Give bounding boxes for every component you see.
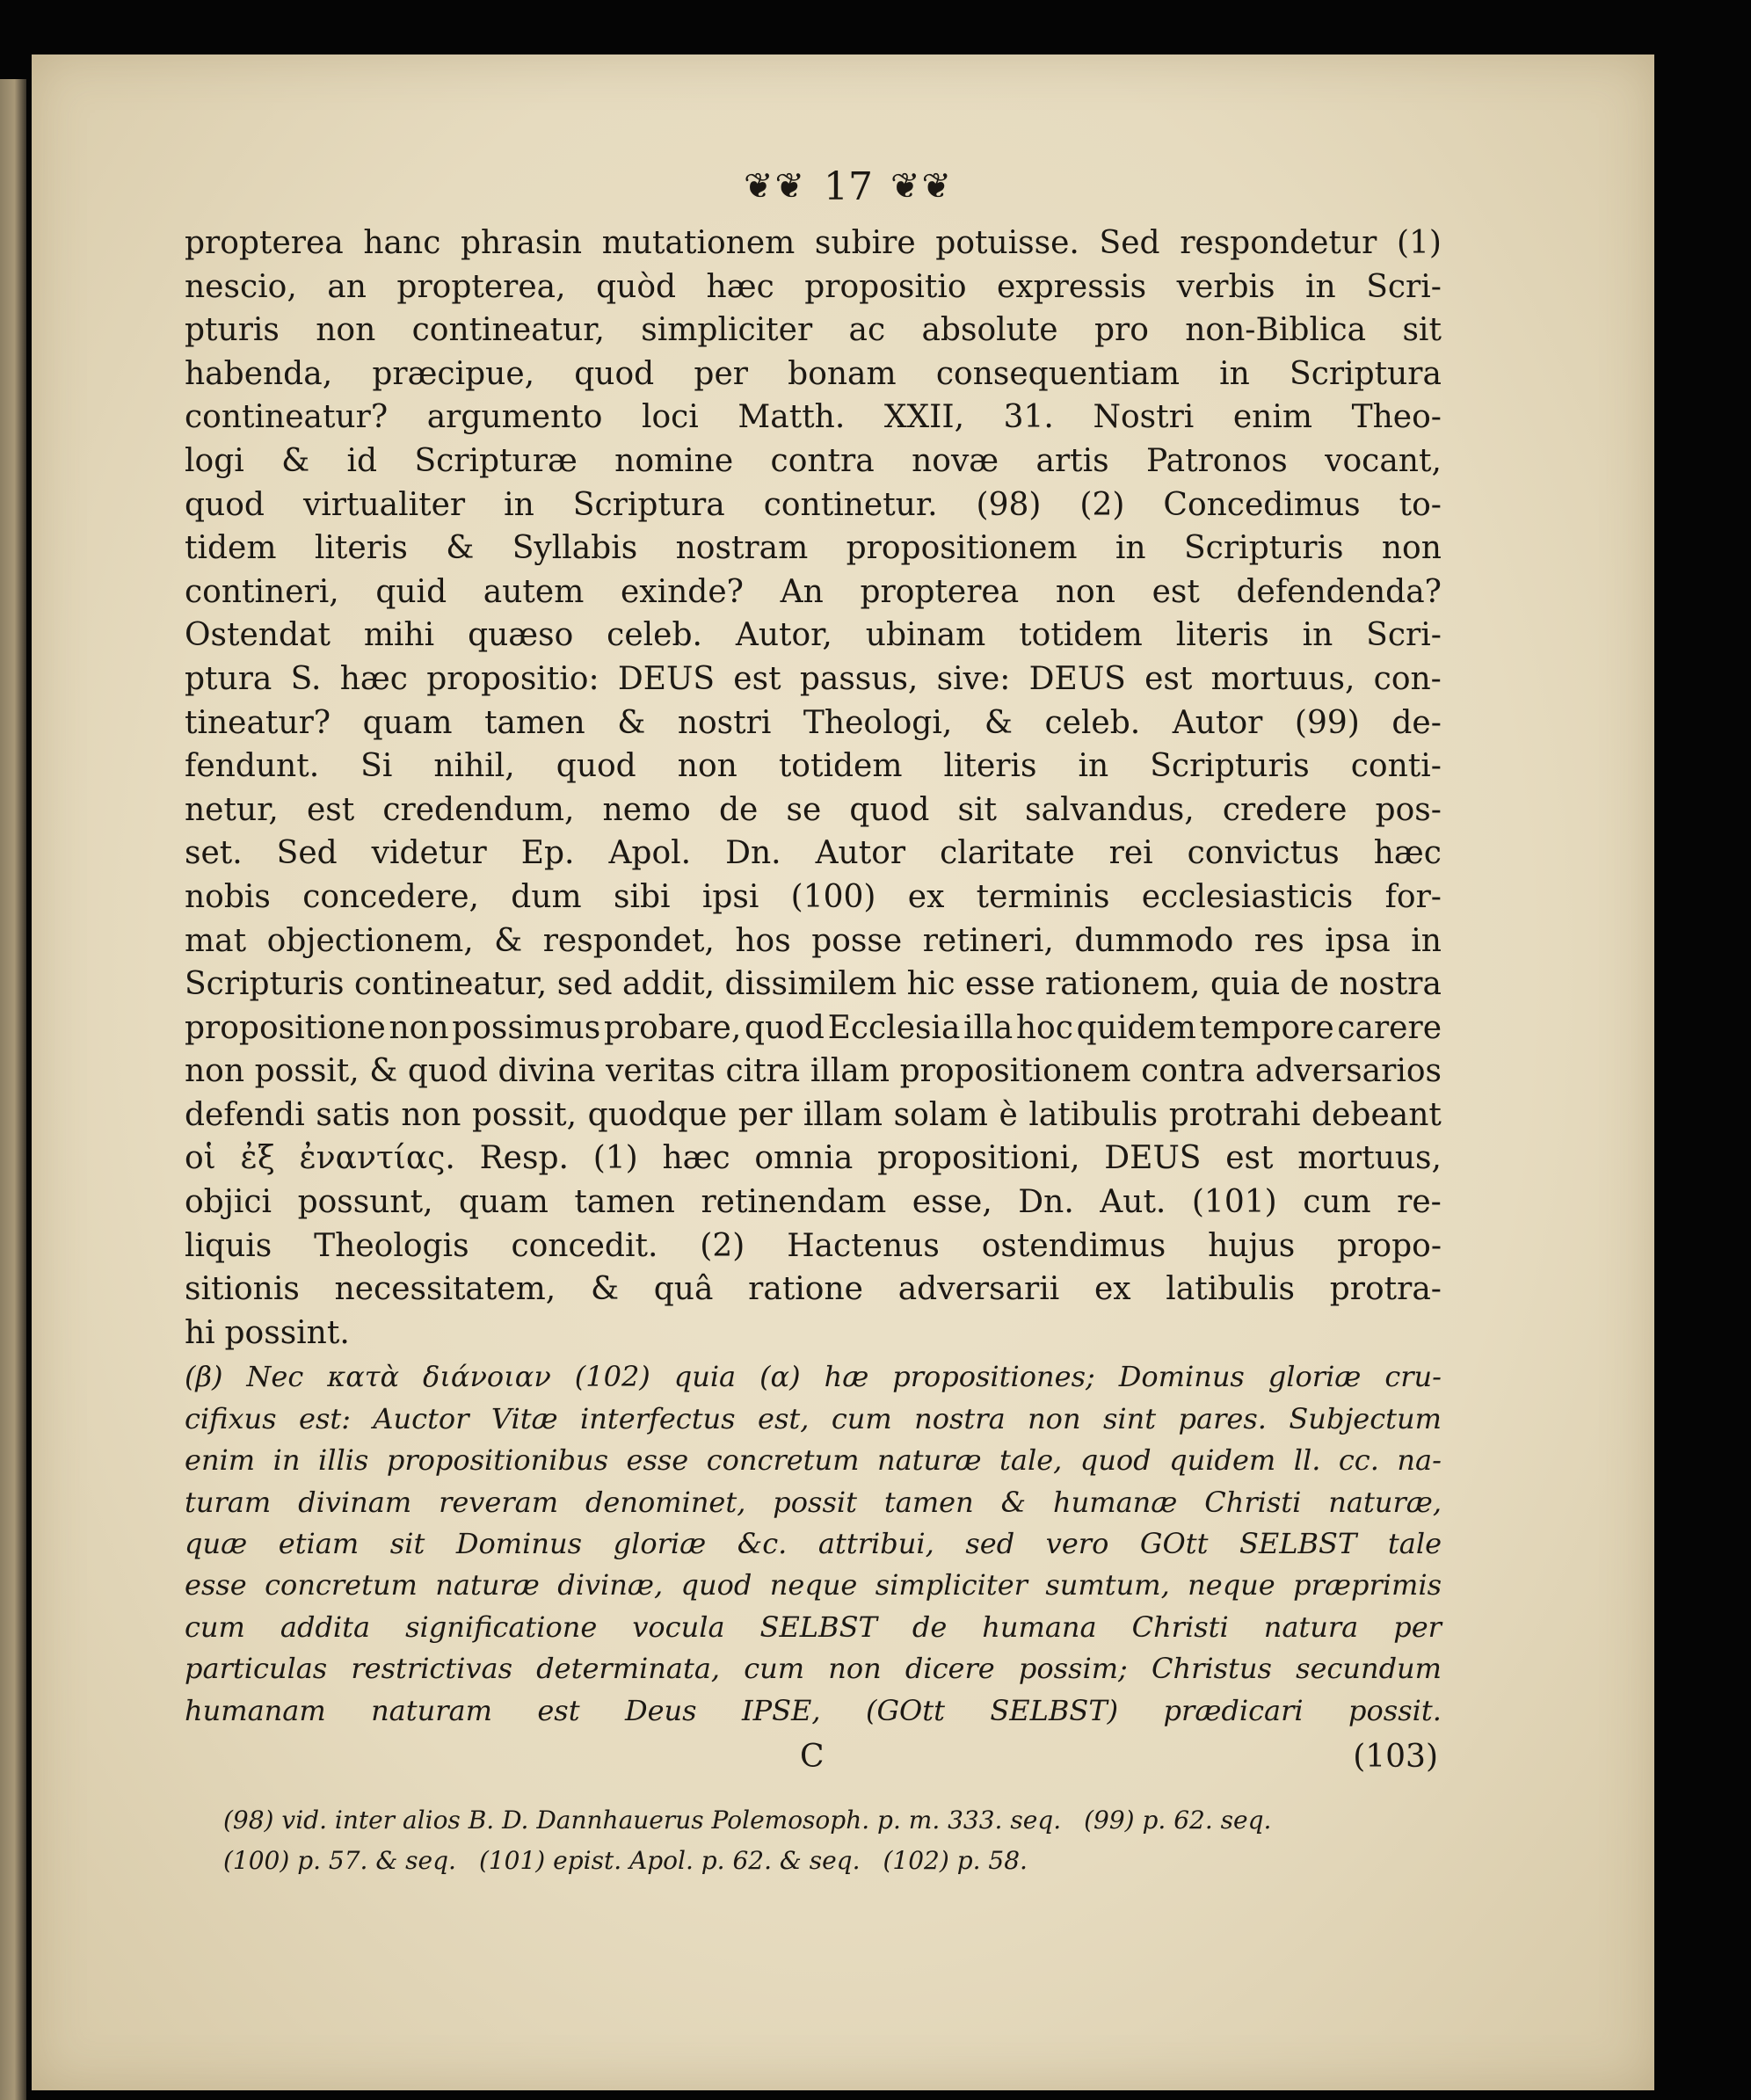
footnote: (100) p. 57. & seq. <box>223 1845 456 1875</box>
text-line: mat objectionem, & respondet, hos posse retineri, dummodo res ipsa in <box>185 922 1442 959</box>
text-line: liquis Theologis concedit. (2) Hactenus ostendimus hujus propo- <box>185 1227 1442 1264</box>
footnote: (101) epist. Apol. p. 62. & seq. <box>478 1845 861 1875</box>
text-line: hi possint. <box>185 1314 350 1351</box>
text-block <box>185 151 1442 1881</box>
text-line: habenda, præcipue, quod per bonam consequentiam in Scriptura <box>185 355 1442 392</box>
ornament-left-icon: ❦❦ <box>743 166 806 207</box>
footnote: (99) p. 62. seq. <box>1084 1805 1272 1835</box>
text-line: contineatur? argumento loci Matth. XXII, 31. Nostri enim Theo- <box>185 399 1442 436</box>
page-header <box>255 151 1442 222</box>
page-footer <box>185 1739 1442 1784</box>
text-line: pturis non contineatur, simpliciter ac absolute pro non-Biblica sit <box>185 312 1442 349</box>
note-line: (β) Nec κατὰ διάνοιαν (102) quia (α) hæ propositiones; Dominus gloriæ cru- <box>185 1360 1442 1394</box>
text-line: logi & id Scripturæ nomine contra novæ artis Patronos vocant, <box>185 442 1442 479</box>
text-line: contineri, quid autem exinde? An propterea non est defendenda? <box>185 573 1442 610</box>
note-line: particulas restrictivas determinata, cum non dicere possim; Christus secundum <box>185 1652 1442 1686</box>
footnote: (98) vid. inter alios B. D. Dannhauerus Polemosoph. p. m. 333. seq. <box>223 1805 1062 1835</box>
note-line: quæ etiam sit Dominus gloriæ &c. attribui, sed vero GOtt SELBST tale <box>185 1527 1442 1560</box>
text-line: netur, est credendum, nemo de se quod sit salvandus, credere pos- <box>185 791 1442 828</box>
text-line: set. Sed videtur Ep. Apol. Dn. Autor claritate rei convictus hæc <box>185 835 1442 872</box>
note-line: cum addita significatione vocula SELBST de humana Christi natura per <box>185 1610 1442 1644</box>
footnote-line <box>223 1800 1442 1841</box>
ornament-right-icon: ❦❦ <box>890 166 954 207</box>
text-line: nescio, an propterea, quòd hæc propositio expressis verbis in Scri- <box>185 268 1442 305</box>
note-line: turam divinam reveram denominet, possit tamen & humanæ Christi naturæ, <box>185 1485 1442 1519</box>
text-line: ptura S. hæc propositio: DEUS est passus, sive: DEUS est mortuus, con- <box>185 660 1442 697</box>
page-number: 17 <box>824 163 873 209</box>
text-line: propterea hanc phrasin mutationem subire potuisse. Sed respondetur (1) <box>185 225 1442 261</box>
main-text <box>185 222 1442 1355</box>
text-line: tineatur? quam tamen & nostri Theologi, & celeb. Autor (99) de- <box>185 704 1442 741</box>
note-line: enim in illis propositionibus esse concretum naturæ tale, quod quidem ll. cc. na- <box>185 1443 1442 1478</box>
text-line: tidem literis & Syllabis nostram propositionem in Scripturis non <box>185 530 1442 567</box>
footnote-line <box>223 1841 1442 1881</box>
previous-page-edge <box>0 79 26 2100</box>
text-line: quod virtualiter in Scriptura continetur. (98) (2) Concedimus to- <box>185 486 1442 523</box>
note-line: esse concretum naturæ divinæ, quod neque simpliciter sumtum, neque præprimis <box>185 1568 1442 1602</box>
note-line: cifixus est: Auctor Vitæ interfectus est, cum nostra non sint pares. Subjectum <box>185 1401 1442 1435</box>
note-beta <box>185 1356 1442 1732</box>
text-line: propositione non possimus probare, quod Ecclesia illa hoc quidem tempore carere <box>185 1009 1442 1046</box>
note-line: humanam naturam est Deus IPSE, (GOtt SELBST) prædicari possit. <box>185 1693 1442 1727</box>
text-line: Scripturis contineatur, sed addit, dissimilem hic esse rationem, quia de nostra <box>185 966 1442 1003</box>
text-line: defendi satis non possit, quodque per illam solam è latibulis protrahi debeant <box>185 1096 1442 1133</box>
footnotes <box>223 1800 1442 1881</box>
text-line: non possit, & quod divina veritas citra illam propositionem contra adversarios <box>185 1053 1442 1090</box>
text-line: οἱ ἐξ ἐναντίας. Resp. (1) hæc omnia propositioni, DEUS est mortuus, <box>185 1140 1442 1177</box>
catchword: (103) <box>1353 1738 1438 1775</box>
signature-mark: C <box>800 1738 825 1775</box>
text-line: objici possunt, quam tamen retinendam esse, Dn. Aut. (101) cum re- <box>185 1184 1442 1221</box>
footnote: (102) p. 58. <box>883 1845 1028 1875</box>
text-line: Ostendat mihi quæso celeb. Autor, ubinam totidem literis in Scri- <box>185 617 1442 654</box>
book-page <box>32 54 1654 2090</box>
text-line: fendunt. Si nihil, quod non totidem literis in Scripturis conti- <box>185 748 1442 785</box>
text-line: sitionis necessitatem, & quâ ratione adversarii ex latibulis protra- <box>185 1271 1442 1308</box>
text-line: nobis concedere, dum sibi ipsi (100) ex terminis ecclesiasticis for- <box>185 878 1442 915</box>
